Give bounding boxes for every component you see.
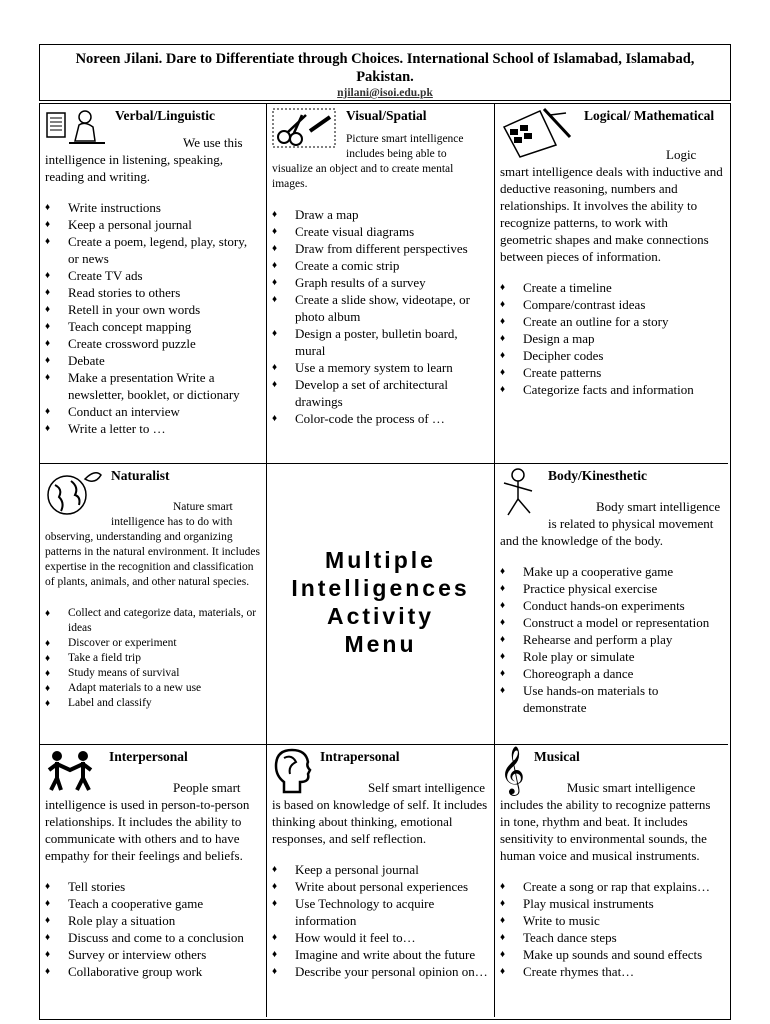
list-item: ♦ Create a poem, legend, play, story, or news [45, 234, 248, 266]
intelligences-grid [39, 103, 731, 1020]
list-item: ♦ Create a slide show, videotape, or photo album [272, 292, 470, 324]
list-item: ♦ Teach concept mapping [45, 319, 192, 334]
globe-leaf-icon [45, 467, 103, 517]
list-item: ♦ Graph results of a survey [272, 275, 426, 290]
list-item: ♦ Role play a situation [45, 913, 176, 928]
list-item: ♦ Create patterns [500, 365, 602, 380]
cell-visual-spatial [267, 104, 495, 464]
cell-body-kinesthetic [495, 464, 728, 745]
list-item: ♦ Make a presentation Write a newsletter, booklet, or dictionary [45, 370, 240, 402]
list-item: ♦ Write about personal experiences [272, 879, 469, 894]
cell-title: Naturalist [111, 468, 170, 483]
header-title: Noreen Jilani. Dare to Differentiate through Choices. International School of Islamabad, Islamabad, Pakistan. [75, 51, 695, 85]
list-item: ♦ Play musical instruments [500, 896, 654, 911]
cell-description: People smart intelligence is used in person-to-person relationships. It includes the ability to communicate with others and to have empathy for their feelings and beliefs. [45, 780, 250, 863]
activity-list [45, 199, 261, 437]
list-item: ♦ Decipher codes [500, 348, 604, 363]
list-item: ♦ Use Technology to acquire information [272, 896, 435, 928]
list-item: ♦ Create a song or rap that explains… [500, 879, 710, 894]
cell-description: Self smart intelligence is based on knowledge of self. It includes thinking about thinking, emotional responses, and self reflection. [272, 780, 488, 846]
list-item: ♦ Draw from different perspectives [272, 241, 468, 256]
cell-title: Visual/Spatial [346, 108, 427, 123]
cell-musical [495, 745, 728, 1017]
list-item: ♦ Survey or interview others [45, 947, 207, 962]
list-item: ♦ Write a letter to … [45, 421, 166, 436]
menu-title: Multiple Intelligences Activity Menu [291, 547, 470, 657]
list-item: ♦ Read stories to others [45, 285, 181, 300]
head-profile-icon [272, 748, 312, 794]
cell-description: Logic smart intelligence deals with inductive and deductive reasoning, numbers and relationships. It involves the ability to recognize patterns, to work with geometric shapes and make connections between pieces of information. [500, 147, 723, 264]
list-item: ♦ Compare/contrast ideas [500, 297, 646, 312]
list-item: ♦ Create crossword puzzle [45, 336, 196, 351]
activity-list [500, 878, 723, 980]
list-item: ♦ Rehearse and perform a play [500, 632, 673, 647]
list-item: ♦ Develop a set of architectural drawings [272, 377, 449, 409]
cell-interpersonal [40, 745, 267, 1017]
list-item: ♦ Create an outline for a story [500, 314, 669, 329]
list-item: ♦ Create visual diagrams [272, 224, 415, 239]
list-item: ♦ Conduct an interview [45, 404, 180, 419]
cell-menu-title [267, 464, 495, 745]
stick-figure-icon [500, 467, 540, 519]
activity-list [272, 206, 489, 427]
list-item: ♦ Imagine and write about the future [272, 947, 476, 962]
list-item: ♦ Make up a cooperative game [500, 564, 674, 579]
page [39, 44, 731, 1020]
cell-logical-mathematical [495, 104, 728, 464]
list-item: ♦ Label and classify [45, 697, 152, 709]
list-item: ♦ Tell stories [45, 879, 126, 894]
two-people-icon [45, 748, 101, 792]
cell-description: Picture smart intelligence includes being able to visualize an object and to create mental images. [272, 133, 464, 190]
list-item: ♦ Describe your personal opinion on… [272, 964, 488, 979]
cell-title: Interpersonal [109, 749, 188, 764]
cell-intrapersonal [267, 745, 495, 1017]
document-header [39, 44, 731, 101]
list-item: ♦ Use hands-on materials to demonstrate [500, 683, 659, 715]
list-item: ♦ Create a comic strip [272, 258, 400, 273]
list-item: ♦ How would it feel to… [272, 930, 416, 945]
list-item: ♦ Role play or simulate [500, 649, 635, 664]
list-item: ♦ Collect and categorize data, materials, or ideas [45, 607, 257, 634]
list-item: ♦ Color-code the process of … [272, 411, 445, 426]
cell-description: Music smart intelligence includes the ability to recognize patterns in tone, rhythm and beat. It includes sensitivity to environmental sounds, the human voice and musical instruments. [500, 780, 711, 863]
list-item: ♦ Keep a personal journal [272, 862, 419, 877]
cell-description: We use this intelligence in listening, speaking, reading and writing. [45, 135, 243, 184]
list-item: ♦ Create rhymes that… [500, 964, 635, 979]
list-item: ♦ Practice physical exercise [500, 581, 658, 596]
treble-clef-icon: 𝄞 [500, 748, 525, 794]
cell-title: Body/Kinesthetic [548, 468, 648, 483]
activity-list [500, 563, 723, 716]
scissors-pencil-icon [272, 107, 338, 151]
list-item: ♦ Adapt materials to a new use [45, 682, 202, 694]
list-item: ♦ Make up sounds and sound effects [500, 947, 703, 962]
list-item: ♦ Create TV ads [45, 268, 143, 283]
list-item: ♦ Teach dance steps [500, 930, 617, 945]
list-item: ♦ Collaborative group work [45, 964, 203, 979]
cell-description: Body smart intelligence is related to physical movement and the knowledge of the body. [500, 499, 721, 548]
list-item: ♦ Categorize facts and information [500, 382, 694, 397]
activity-list [45, 606, 261, 711]
list-item: ♦ Write instructions [45, 200, 161, 215]
list-item: ♦ Construct a model or representation [500, 615, 710, 630]
activity-list [45, 878, 261, 980]
list-item: ♦ Write to music [500, 913, 600, 928]
list-item: ♦ Discuss and come to a conclusion [45, 930, 244, 945]
list-item: ♦ Choreograph a dance [500, 666, 634, 681]
cell-verbal-linguistic [40, 104, 267, 464]
list-item: ♦ Create a timeline [500, 280, 612, 295]
list-item: ♦ Take a field trip [45, 652, 141, 664]
list-item: ♦ Discover or experiment [45, 637, 177, 649]
header-email-link[interactable]: njilani@isoi.edu.pk [337, 87, 433, 99]
list-item: ♦ Debate [45, 353, 105, 368]
cell-title: Logical/ Mathematical [584, 108, 715, 123]
cell-title: Musical [534, 749, 580, 764]
cell-description: Nature smart intelligence has to do with observing, understanding and organizing patterns in the natural environment. It includes expertise in the recognition and classification of plants, animals, and other natural species. [45, 501, 260, 588]
activity-list [500, 279, 723, 398]
list-item: ♦ Retell in your own words [45, 302, 201, 317]
list-item: ♦ Teach a cooperative game [45, 896, 204, 911]
list-item: ♦ Draw a map [272, 207, 359, 222]
cell-title: Intrapersonal [320, 749, 400, 764]
list-item: ♦ Use a memory system to learn [272, 360, 453, 375]
calculator-notebook-icon [500, 107, 574, 159]
writer-at-desk-icon [45, 107, 107, 147]
cell-naturalist [40, 464, 267, 745]
activity-list [272, 861, 489, 980]
list-item: ♦ Study means of survival [45, 667, 180, 679]
list-item: ♦ Keep a personal journal [45, 217, 192, 232]
list-item: ♦ Conduct hands-on experiments [500, 598, 685, 613]
list-item: ♦ Design a poster, bulletin board, mural [272, 326, 458, 358]
list-item: ♦ Design a map [500, 331, 595, 346]
cell-title: Verbal/Linguistic [115, 108, 216, 123]
